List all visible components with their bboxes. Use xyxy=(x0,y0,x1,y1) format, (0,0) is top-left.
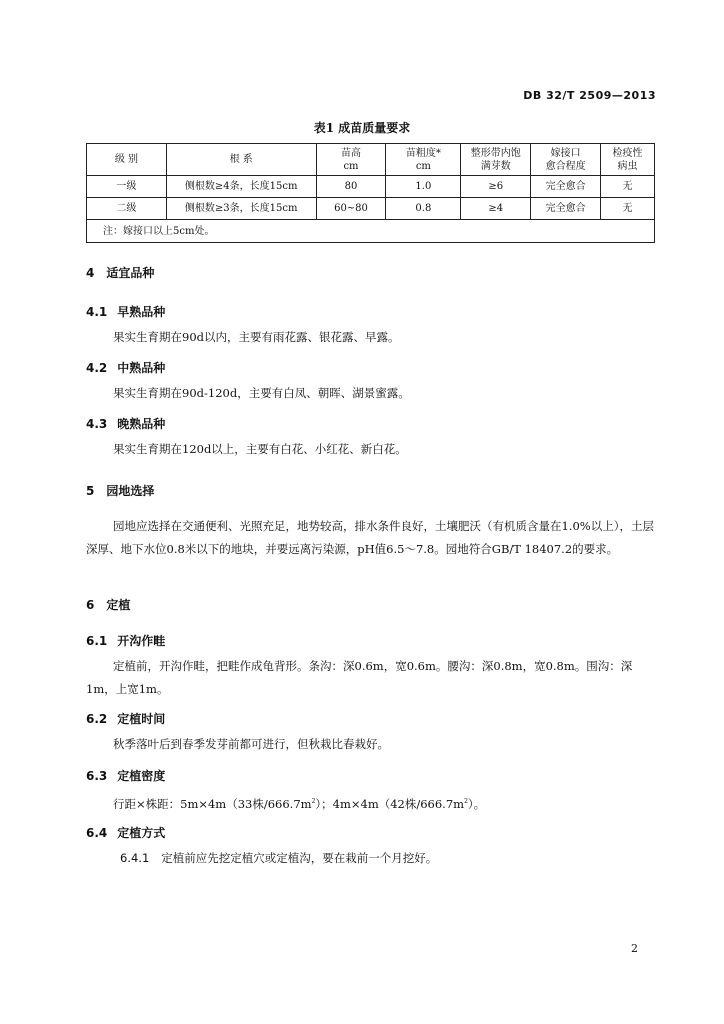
table-title: 表1 成苗质量要求 xyxy=(313,121,411,135)
section-6-1-text: 定植前，开沟作畦，把畦作成龟背形。条沟：深0.6m，宽0.6m。腰沟：深0.8m，宽0.8m。围沟：深1m，上宽1m。 xyxy=(86,659,633,696)
section-4-3-text: 果实生育期在120d以上，主要有白花、小红花、新白花。 xyxy=(113,442,407,456)
table-note: 注：嫁接口以上5cm处。 xyxy=(87,220,655,243)
section-4-3-heading: 4.3 晚熟品种 xyxy=(86,417,166,431)
table-cell: 60~80 xyxy=(316,198,386,220)
section-6-heading: 6 定植 xyxy=(86,598,131,612)
table-cell: 完全愈合 xyxy=(531,198,601,220)
section-4-2-heading: 4.2 中熟品种 xyxy=(86,361,166,375)
section-4-heading: 4 适宜品种 xyxy=(86,266,155,280)
table-cell: ≥4 xyxy=(461,198,531,220)
table-cell: 无 xyxy=(601,176,655,198)
table-header-cell: 级 别 xyxy=(87,144,167,176)
section-6-1-heading: 6.1 开沟作畦 xyxy=(86,634,166,648)
table-cell: 二级 xyxy=(87,198,167,220)
section-5-text: 园地应选择在交通便利、光照充足，地势较高，排水条件良好，土壤肥沃（有机质含量在1.0%以上），土层深厚、地下水位0.8米以下的地块，并要远离污染源，pH值6.5～7.8。园地符合GB/T 18407.2的要求。 xyxy=(86,519,654,556)
table-cell: 侧根数≥3条，长度15cm xyxy=(166,198,316,220)
table-cell: 完全愈合 xyxy=(531,176,601,198)
table-header-cell: 嫁接口 愈合程度 xyxy=(531,144,601,176)
section-6-2-text: 秋季落叶后到春季发芽前都可进行，但秋栽比春栽好。 xyxy=(113,737,389,751)
section-6-4-1-text: 6.4.1 定植前应先挖定植穴或定植沟，要在栽前一个月挖好。 xyxy=(120,851,438,865)
table-header-cell: 整形带内饱 满芽数 xyxy=(461,144,531,176)
table-header-cell: 苗高 cm xyxy=(316,144,386,176)
table-cell: 无 xyxy=(601,198,655,220)
table-row xyxy=(87,176,655,198)
table-cell: 侧根数≥4条，长度15cm xyxy=(166,176,316,198)
table-cell: 一级 xyxy=(87,176,167,198)
section-6-2-heading: 6.2 定植时间 xyxy=(86,712,166,726)
section-4-1-text: 果实生育期在90d以内，主要有雨花露、银花露、早露。 xyxy=(113,330,400,344)
section-4-2-text: 果实生育期在90d-120d，主要有白凤、朝晖、湖景蜜露。 xyxy=(113,386,410,400)
section-6-3-text: 行距×株距：5m×4m（33株$/666.7m^2$）；4m×4m（42株$/666.7m^2$）。 xyxy=(113,796,486,811)
section-6-3-heading: 6.3 定植密度 xyxy=(86,769,166,783)
document-code: DB 32/T 2509—2013 xyxy=(523,89,656,102)
table-cell: ≥6 xyxy=(461,176,531,198)
table-cell: 80 xyxy=(316,176,386,198)
page-number: 2 xyxy=(631,942,638,955)
table-header-cell: 检疫性 病虫 xyxy=(601,144,655,176)
table-cell: 0.8 xyxy=(386,198,461,220)
table-header-cell: 苗粗度* cm xyxy=(386,144,461,176)
table-header-cell: 根 系 xyxy=(166,144,316,176)
section-5-heading: 5 园地选择 xyxy=(86,484,155,498)
quality-table xyxy=(86,143,655,243)
section-4-1-heading: 4.1 早熟品种 xyxy=(86,305,166,319)
table-cell: 1.0 xyxy=(386,176,461,198)
section-6-4-heading: 6.4 定植方式 xyxy=(86,826,166,840)
table-row xyxy=(87,198,655,220)
